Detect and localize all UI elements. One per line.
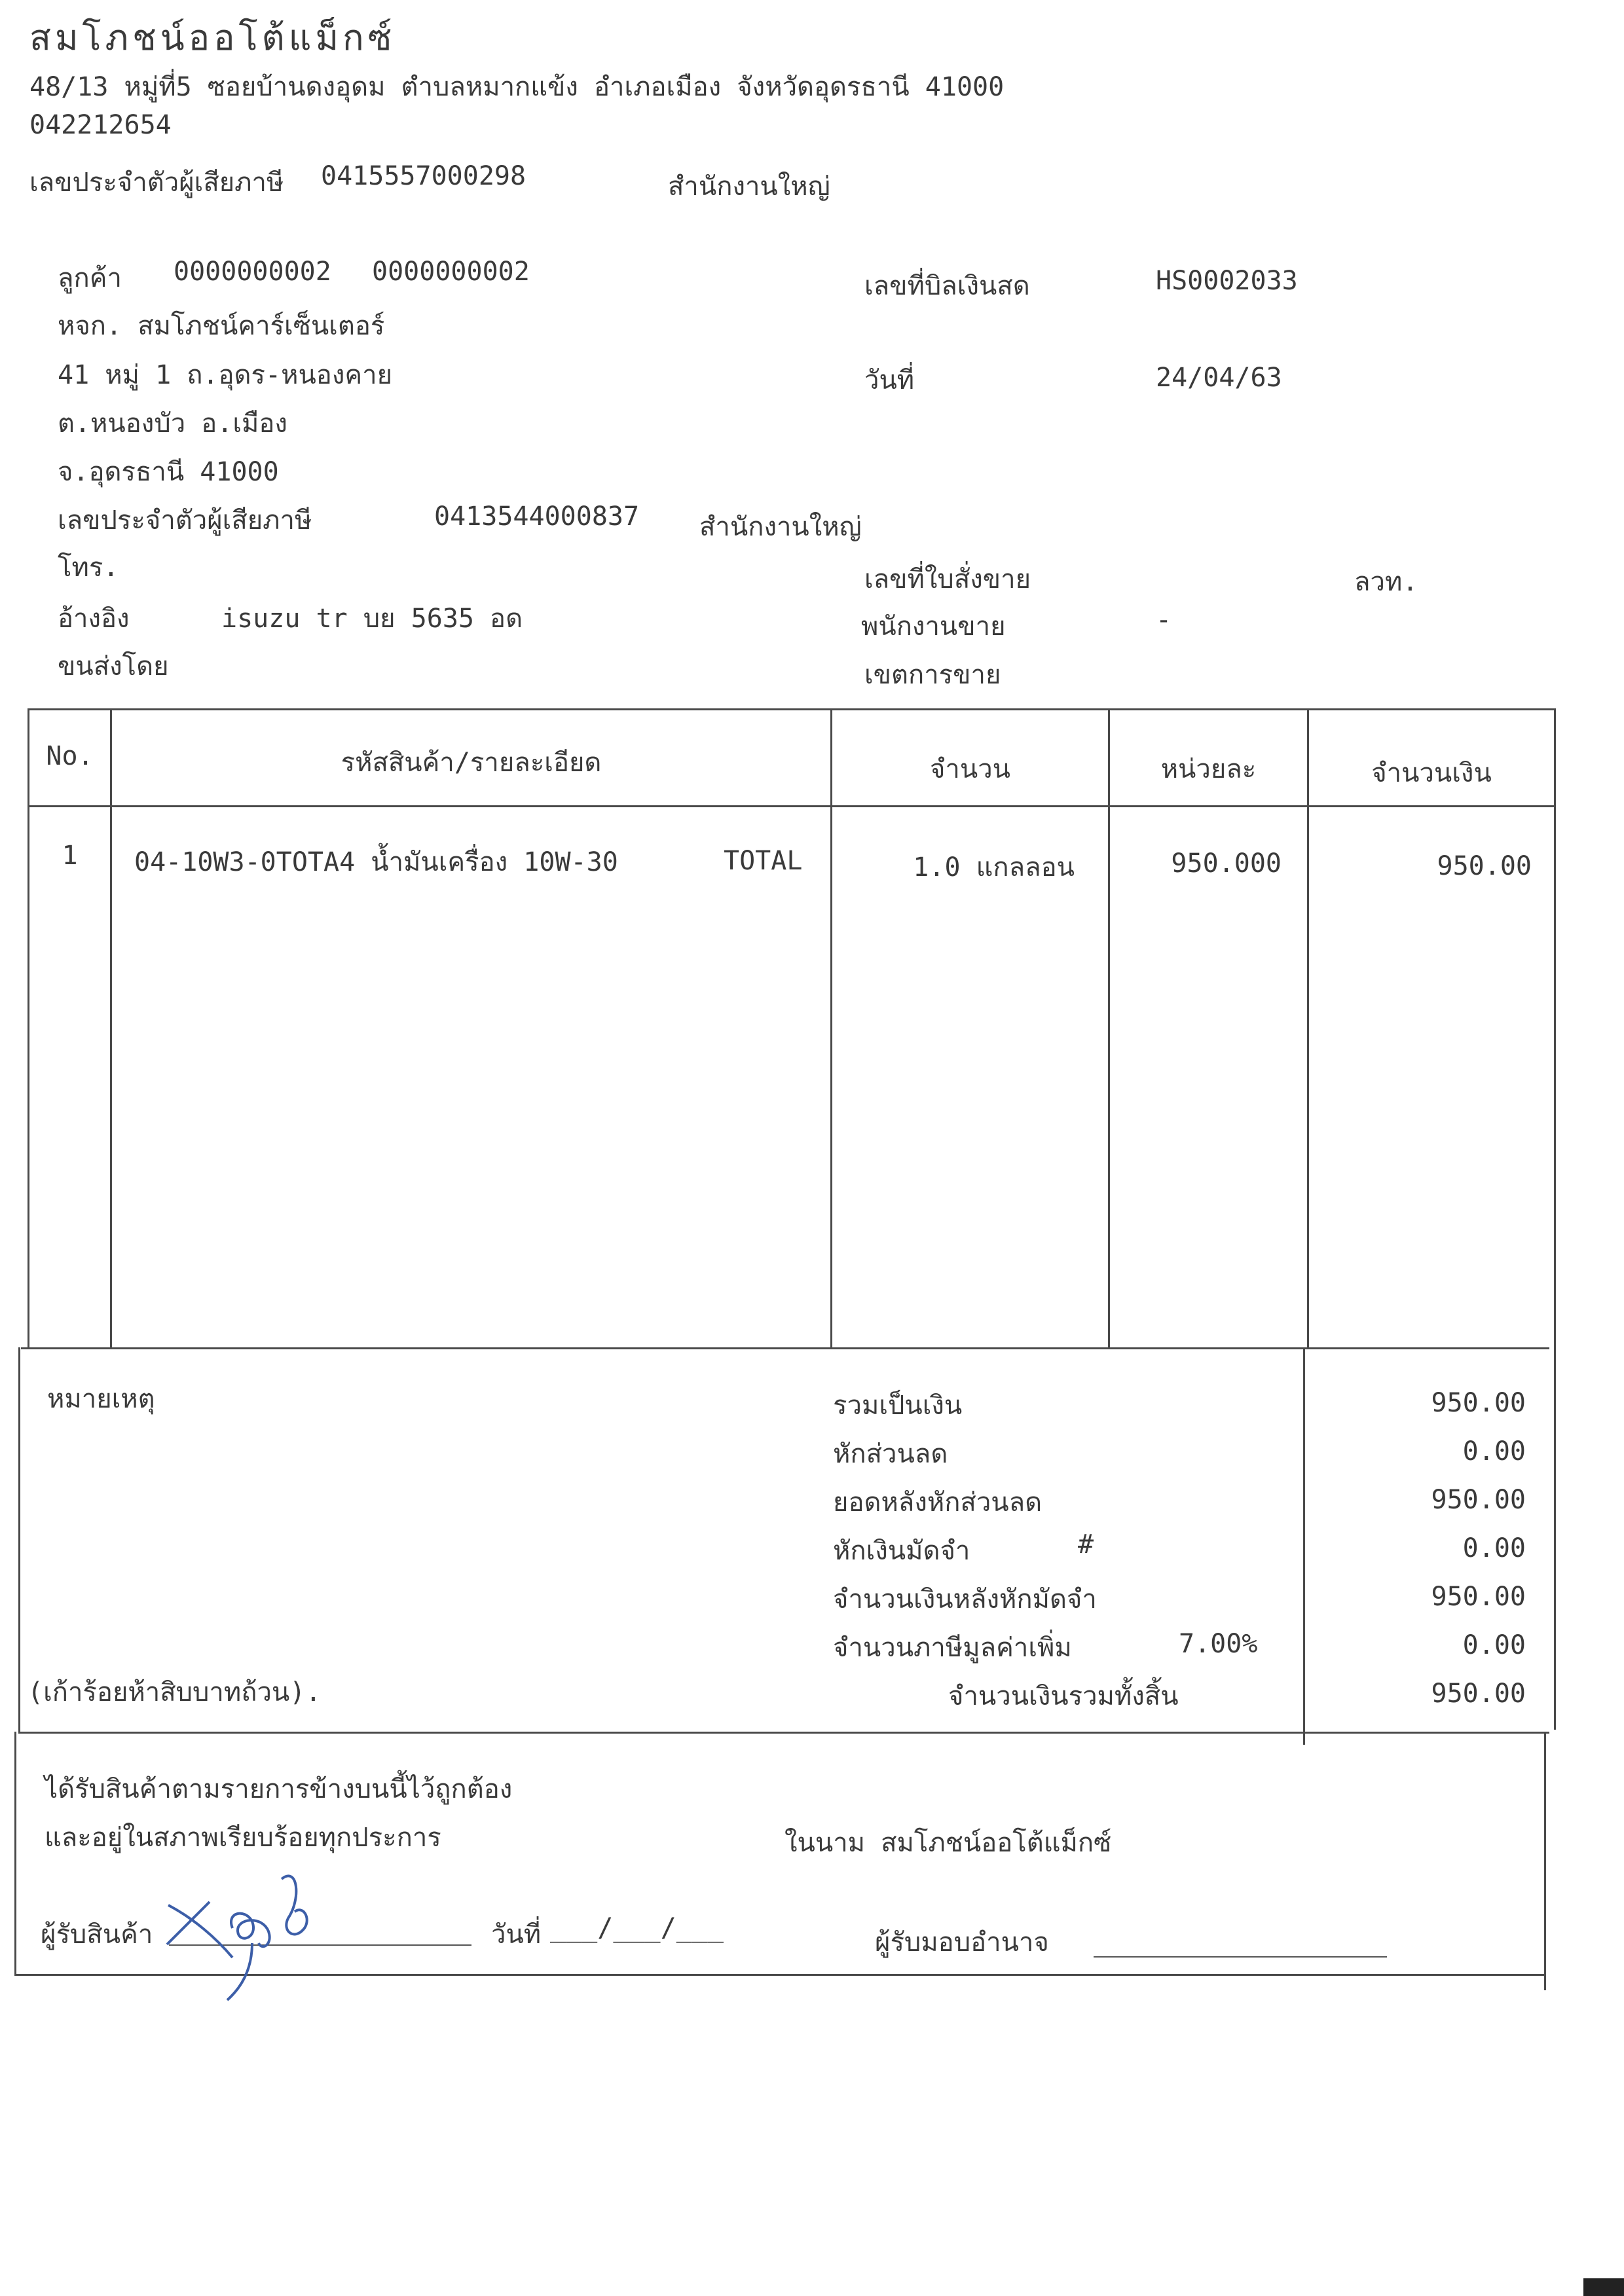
deposit-mark: # (1078, 1529, 1094, 1559)
customer-tax-id: 0413544000837 (434, 501, 640, 532)
row-code-desc: 04-10W3-0TOTA4 น้ำมันเครื่อง 10W-30 (134, 847, 618, 877)
order-no-label: เลขที่ใบสั่งขาย (864, 564, 1031, 594)
row-amount: 950.00 (1437, 851, 1532, 881)
receiver-signature (154, 1866, 344, 2010)
bill-no-label: เลขที่บิลเงินสด (864, 271, 1030, 301)
row-no: 1 (62, 841, 78, 871)
order-no: ลวท. (1354, 567, 1418, 597)
customer-label: ลูกค้า (58, 263, 122, 293)
customer-code-2: 0000000002 (372, 257, 530, 287)
bill-no: HS0002033 (1156, 266, 1298, 296)
date-label: วันที่ (864, 365, 915, 395)
customer-address-1: 41 หมู่ 1 ถ.อุดร-หนองคาย (58, 360, 393, 390)
customer-ref-value: isuzu tr บย 5635 อด (221, 604, 523, 634)
vat-value: 0.00 (1462, 1630, 1526, 1660)
header-no: No. (46, 741, 94, 771)
vat-label: จำนวนภาษีมูลค่าเพิ่ม (833, 1633, 1072, 1663)
header-qty: จำนวน (929, 754, 1011, 784)
company-phone: 042212654 (29, 110, 172, 140)
customer-code-1: 0000000002 (174, 257, 331, 287)
after-deposit-label: จำนวนเงินหลังหักมัดจำ (833, 1584, 1097, 1614)
on-behalf-of: ในนาม สมโภชน์ออโต้แม็กซ์ (784, 1828, 1112, 1858)
grand-total-label: จำนวนเงินรวมทั้งสิ้น (948, 1681, 1179, 1711)
company-tax-id-label: เลขประจำตัวผู้เสียภาษี (29, 168, 284, 198)
row-brand: TOTAL (724, 846, 803, 876)
scan-edge-shadow (1583, 2278, 1624, 2296)
customer-address-3: จ.อุดรธานี 41000 (58, 457, 279, 487)
discount-label: หักส่วนลด (833, 1439, 948, 1469)
deposit-value: 0.00 (1462, 1533, 1526, 1563)
invoice-date: 24/04/63 (1156, 363, 1282, 393)
subtotal-value: 950.00 (1431, 1388, 1526, 1418)
authorized-signature-line (1094, 1956, 1387, 1958)
customer-branch: สำนักงานใหญ่ (699, 512, 862, 542)
salesperson: - (1156, 605, 1172, 635)
vat-rate: 7.00% (1179, 1629, 1258, 1659)
discount-value: 0.00 (1462, 1436, 1526, 1467)
company-tax-id: 0415557000298 (321, 161, 526, 191)
row-unit-price: 950.000 (1171, 848, 1282, 879)
customer-tax-label: เลขประจำตัวผู้เสียภาษี (58, 505, 312, 536)
receiver-label: ผู้รับสินค้า (41, 1920, 153, 1950)
row-qty: 1.0 แกลลอน (913, 852, 1075, 883)
authorized-label: ผู้รับมอบอำนาจ (875, 1927, 1049, 1958)
customer-tel-label: โทร. (58, 553, 119, 583)
header-unit-price: หน่วยละ (1160, 754, 1257, 784)
receive-date-blank: ___/___/___ (550, 1913, 724, 1943)
after-discount-label: ยอดหลังหักส่วนลด (833, 1487, 1043, 1518)
subtotal-label: รวมเป็นเงิน (833, 1391, 963, 1421)
grand-total-value: 950.00 (1431, 1679, 1526, 1709)
customer-ship-label: ขนส่งโดย (58, 651, 169, 682)
received-line-1: ได้รับสินค้าตามรายการข้างบนนี้ไว้ถูกต้อง (45, 1774, 513, 1804)
after-deposit-value: 950.00 (1431, 1582, 1526, 1612)
customer-ref-label: อ้างอิง (58, 604, 130, 634)
customer-address-2: ต.หนองบัว อ.เมือง (58, 409, 287, 439)
receive-date-label: วันที่ (491, 1920, 542, 1950)
sales-area-label: เขตการขาย (864, 660, 1001, 690)
header-code-desc: รหัสสินค้า/รายละเอียด (341, 748, 602, 778)
received-line-2: และอยู่ในสภาพเรียบร้อยทุกประการ (45, 1823, 441, 1853)
remark-label: หมายเหตุ (47, 1384, 155, 1414)
customer-name: หจก. สมโภชน์คาร์เซ็นเตอร์ (58, 311, 385, 341)
company-address: 48/13 หมู่ที่5 ซอยบ้านดงอุดม ตำบลหมากแข้ง อำเภอเมือง จังหวัดอุดรธานี 41000 (29, 72, 1005, 102)
amount-in-words: (เก้าร้อยห้าสิบบาทถ้วน). (28, 1677, 322, 1707)
salesperson-label: พนักงานขาย (861, 611, 1006, 642)
after-discount-value: 950.00 (1431, 1485, 1526, 1515)
header-amount: จำนวนเงิน (1371, 758, 1492, 788)
company-name: สมโภชน์ออโต้แม็กซ์ (29, 17, 396, 58)
company-branch: สำนักงานใหญ่ (668, 172, 830, 202)
deposit-label: หักเงินมัดจำ (833, 1536, 970, 1566)
